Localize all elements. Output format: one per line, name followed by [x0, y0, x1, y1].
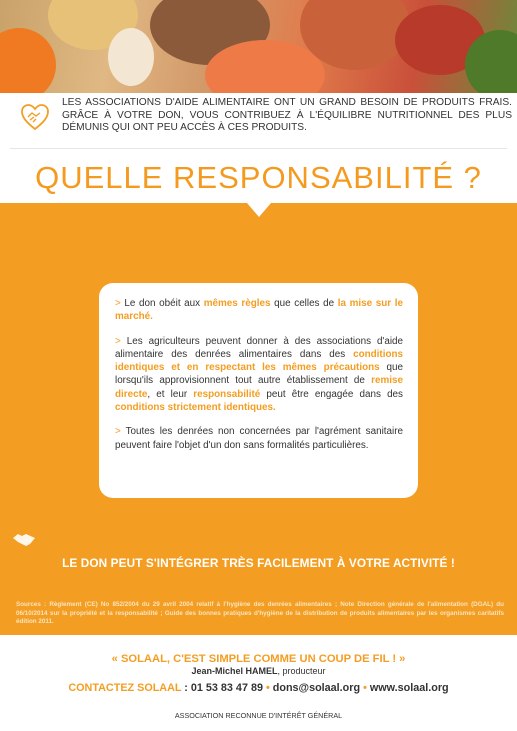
notch-pointer	[247, 203, 271, 217]
footer-note: ASSOCIATION RECONNUE D'INTÉRÊT GÉNÉRAL	[174, 711, 343, 720]
info-card	[99, 283, 418, 498]
sources-note: Sources : Règlement (CE) No 852/2004 du 29 avril 2004 relatif à l'hygiène des denrées alimentaires ; Note Direction générale de l'alimentation (DGAL) du 06/10/2014 sur la propriété et la responsabilité ; Guide des bonnes pratiques d'hygiène de la distribution de produits alimentaires par les organismes caritatifs édition 2011.	[16, 601, 504, 626]
contact-website[interactable]: www.solaal.org	[366, 682, 449, 694]
intro-section	[14, 93, 512, 143]
intro-text: LES ASSOCIATIONS D'AIDE ALIMENTAIRE ONT UN GRAND BESOIN DE PRODUITS FRAIS. GRÂCE À VOTRE DON, VOUS CONTRIBUEZ À L'ÉQUILIBRE NUTRITIONNEL DES PLUS DÉMUNIS QUI ONT PEU ACCÈS À CES PRODUITS.	[62, 97, 512, 133]
separator-dot: •	[363, 682, 367, 694]
card-paragraph-2: > Les agriculteurs peuvent donner à des associations d'aide alimentaire des denrées alimentaires dans des conditions identiques et en respectant les mêmes précautions que lorsqu'ils approvisionnent tout autre établissement de remise directe, et leur responsabilité peut être engagée dans des conditions strictement identiques.	[115, 335, 403, 414]
divider	[10, 148, 507, 149]
contact-email[interactable]: dons@solaal.org	[269, 682, 364, 694]
handshake-icon	[12, 530, 36, 550]
header-food-photo	[0, 0, 517, 93]
contact-line	[0, 682, 517, 694]
contact-phone[interactable]: : 01 53 83 47 89	[181, 682, 266, 694]
quote: « SOLAAL, C'EST SIMPLE COMME UN COUP DE FIL ! »	[111, 653, 406, 665]
bullet-icon: >	[115, 335, 121, 347]
slogan: LE DON PEUT S'INTÉGRER TRÈS FACILEMENT À VOTRE ACTIVITÉ !	[62, 556, 455, 570]
card-paragraph-1: > Le don obéit aux mêmes règles que celles de la mise sur le marché.	[115, 298, 403, 323]
quote-author: Jean-Michel HAMEL, producteur	[191, 666, 326, 676]
bullet-icon: >	[115, 298, 121, 309]
separator-dot: •	[265, 682, 270, 694]
heart-hands-icon	[20, 102, 50, 132]
card-paragraph-3: > Toutes les denrées non concernées par l'agrément sanitaire peuvent faire l'objet d'un don sans formalités particulières.	[115, 426, 403, 451]
contact-label: CONTACTEZ SOLAAL	[68, 682, 182, 694]
page-title: QUELLE RESPONSABILITÉ ?	[35, 160, 482, 195]
bullet-icon: >	[115, 426, 121, 438]
